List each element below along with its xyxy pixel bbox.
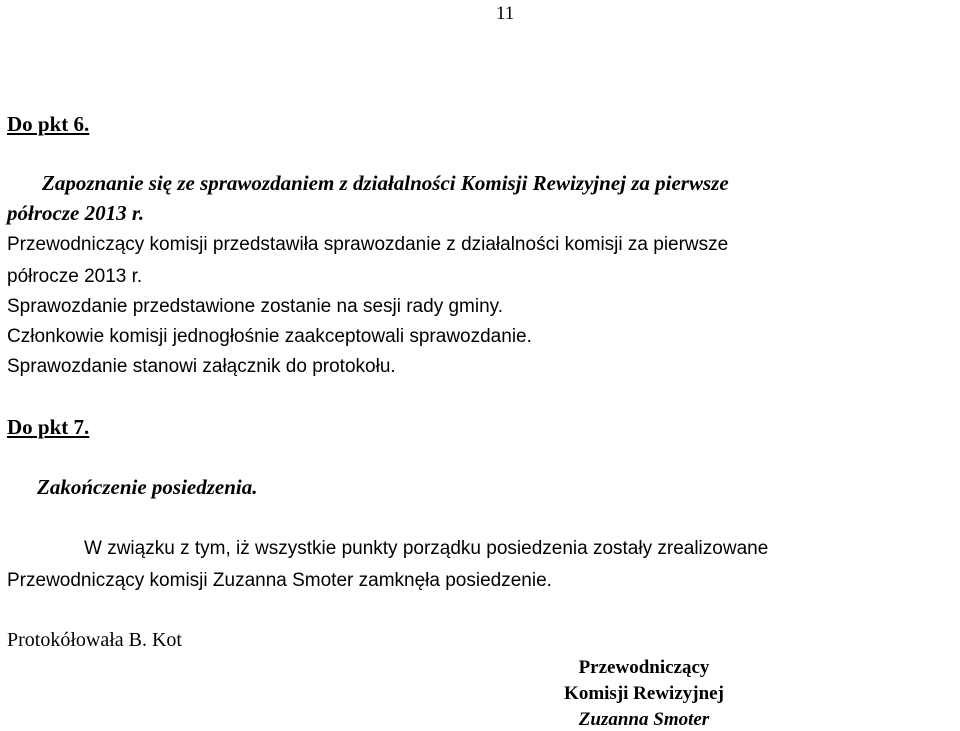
section-6-body-line-5: Sprawozdanie stanowi załącznik do protokołu. [7, 356, 396, 377]
page-number: 11 [496, 3, 515, 24]
section-6-body-line-4: Członkowie komisji jednogłośnie zaakceptowali sprawozdanie. [7, 326, 532, 347]
signature-role: Przewodniczący [578, 657, 710, 678]
section-7-title: Zakończenie posiedzenia. [37, 475, 258, 499]
section-6-body-line-2: półrocze 2013 r. [7, 266, 143, 287]
section-6-title-line-2: półrocze 2013 r. [7, 201, 145, 225]
signature-committee: Komisji Rewizyjnej [564, 683, 724, 704]
section-6-title-line-1: Zapoznanie się ze sprawozdaniem z działalności Komisji Rewizyjnej za pierwsze [42, 171, 729, 195]
section-7-body-line-1: W związku z tym, iż wszystkie punkty porządku posiedzenia zostały zrealizowane [84, 538, 769, 559]
section-7-heading: Do pkt 7. [7, 415, 90, 439]
section-6-body-line-3: Sprawozdanie przedstawione zostanie na sesji rady gminy. [7, 296, 504, 317]
recorder-line: Protokółowała B. Kot [7, 629, 182, 651]
signature-name: Zuzanna Smoter [578, 709, 710, 730]
section-7-body-line-2: Przewodniczący komisji Zuzanna Smoter zamknęła posiedzenie. [7, 570, 552, 591]
section-6-heading: Do pkt 6. [7, 112, 90, 136]
section-6-body-line-1: Przewodniczący komisji przedstawiła sprawozdanie z działalności komisji za pierwsze [7, 234, 729, 255]
